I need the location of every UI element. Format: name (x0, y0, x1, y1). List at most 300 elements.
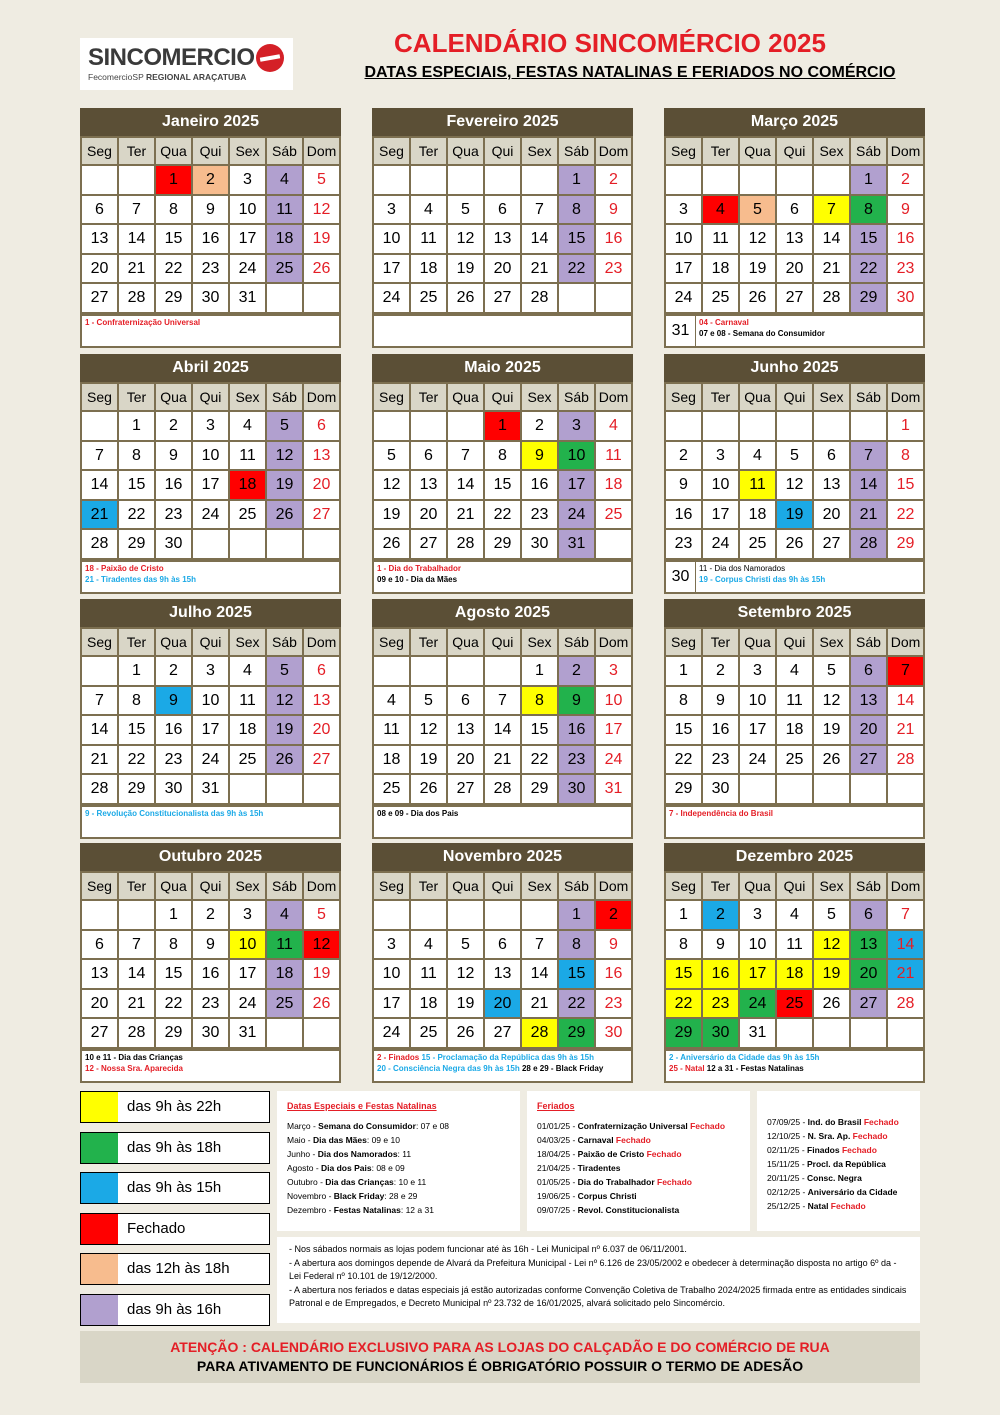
month-calendar (80, 108, 341, 348)
day-cell: 20 (411, 501, 446, 529)
month-calendar (80, 599, 341, 839)
month-days-grid (372, 136, 633, 314)
day-cell: 3 (193, 412, 228, 440)
day-cell (522, 166, 557, 194)
day-cell: 13 (411, 471, 446, 499)
weekday-header: Qua (156, 138, 191, 164)
weekday-header: Qui (485, 384, 520, 410)
day-cell: 16 (703, 716, 738, 744)
weekday-header: Sáb (559, 873, 594, 899)
day-cell: 16 (596, 225, 631, 253)
note-line (85, 1052, 336, 1063)
day-cell: 1 (156, 166, 191, 194)
day-cell: 9 (596, 196, 631, 224)
weekday-header: Ter (119, 629, 154, 655)
holiday-row (767, 1185, 910, 1199)
month-title: Fevereiro 2025 (372, 108, 633, 136)
weekday-header: Sáb (267, 629, 302, 655)
day-cell: 26 (304, 255, 339, 283)
day-cell (230, 775, 265, 803)
day-cell: 9 (666, 471, 701, 499)
day-cell: 9 (888, 196, 923, 224)
note-text: 08 e 09 - Dia dos Pais (377, 809, 459, 818)
day-cell: 16 (156, 716, 191, 744)
day-cell: 16 (703, 960, 738, 988)
day-cell (267, 530, 302, 558)
special-date-days: : 12 a 31 (400, 1205, 434, 1215)
day-cell: 24 (193, 501, 228, 529)
day-cell: 2 (193, 901, 228, 929)
day-cell: 22 (119, 746, 154, 774)
day-cell: 9 (703, 931, 738, 959)
day-cell (448, 901, 483, 929)
day-cell: 8 (851, 196, 886, 224)
day-cell (193, 530, 228, 558)
weekday-header: Qua (740, 138, 775, 164)
day-cell: 29 (522, 775, 557, 803)
day-cell: 22 (888, 501, 923, 529)
holiday-row (537, 1203, 740, 1217)
day-cell: 6 (411, 442, 446, 470)
day-cell: 26 (448, 284, 483, 312)
weekday-header: Qui (777, 384, 812, 410)
day-cell: 19 (411, 746, 446, 774)
day-cell: 17 (596, 716, 631, 744)
weekday-header: Sex (230, 873, 265, 899)
day-cell: 2 (666, 442, 701, 470)
special-date-name: Dia das Mães (312, 1135, 367, 1145)
extra-day-cell: 31 (666, 316, 695, 346)
weekday-header: Qui (193, 384, 228, 410)
holiday-date: 18/04/25 - (537, 1149, 578, 1159)
day-cell: 22 (559, 255, 594, 283)
day-cell: 24 (374, 1019, 409, 1047)
day-cell (411, 412, 446, 440)
weekday-header: Sex (814, 384, 849, 410)
day-cell: 28 (522, 1019, 557, 1047)
day-cell (777, 1019, 812, 1047)
day-cell: 22 (119, 501, 154, 529)
day-cell: 28 (888, 990, 923, 1018)
day-cell: 6 (82, 931, 117, 959)
day-cell: 10 (740, 931, 775, 959)
legend-label: das 12h às 18h (127, 1260, 230, 1277)
day-cell (485, 901, 520, 929)
day-cell (740, 775, 775, 803)
weekday-header: Ter (411, 629, 446, 655)
weekday-header: Dom (304, 138, 339, 164)
month-title: Novembro 2025 (372, 843, 633, 871)
month-days-grid (664, 136, 925, 314)
month-calendar (80, 354, 341, 594)
day-cell: 12 (814, 931, 849, 959)
weekday-header: Seg (82, 873, 117, 899)
day-cell: 10 (193, 687, 228, 715)
day-cell: 25 (740, 530, 775, 558)
special-date-name: Dia das Crianças (325, 1177, 394, 1187)
day-cell: 2 (703, 657, 738, 685)
day-cell: 24 (374, 284, 409, 312)
note-line (699, 317, 920, 328)
holiday-closed: Fechado (850, 1131, 888, 1141)
day-cell: 19 (374, 501, 409, 529)
weekday-header: Qua (448, 873, 483, 899)
logo-name: SINCOMERCIO (88, 44, 255, 71)
month-title: Dezembro 2025 (664, 843, 925, 871)
day-cell: 30 (193, 284, 228, 312)
day-cell (448, 657, 483, 685)
page-title: CALENDÁRIO SINCOMÉRCIO 2025 (394, 28, 826, 58)
special-date-days: : 07 e 08 (415, 1121, 450, 1131)
weekday-header: Ter (119, 384, 154, 410)
day-cell: 28 (82, 775, 117, 803)
special-date-month: Dezembro - (287, 1205, 334, 1215)
day-cell: 27 (851, 990, 886, 1018)
month-days-grid (80, 627, 341, 805)
day-cell: 28 (448, 530, 483, 558)
day-cell: 20 (485, 990, 520, 1018)
day-cell: 11 (596, 442, 631, 470)
day-cell: 22 (559, 990, 594, 1018)
day-cell: 7 (448, 442, 483, 470)
day-cell: 21 (119, 255, 154, 283)
weekday-header: Sáb (267, 873, 302, 899)
day-cell (267, 284, 302, 312)
day-cell: 10 (374, 225, 409, 253)
day-cell: 10 (596, 687, 631, 715)
sincomercio-logo (80, 38, 293, 90)
day-cell: 13 (485, 225, 520, 253)
day-cell: 3 (193, 657, 228, 685)
day-cell: 24 (559, 501, 594, 529)
day-cell: 3 (740, 657, 775, 685)
holiday-name: Aniversário da Cidade (807, 1187, 898, 1197)
day-cell: 5 (374, 442, 409, 470)
special-date-days: : 11 (397, 1149, 412, 1159)
day-cell: 19 (777, 501, 812, 529)
day-cell: 22 (522, 746, 557, 774)
day-cell: 11 (230, 442, 265, 470)
day-cell: 6 (304, 412, 339, 440)
day-cell: 25 (703, 284, 738, 312)
day-cell: 11 (777, 931, 812, 959)
day-cell: 8 (119, 687, 154, 715)
day-cell: 17 (374, 255, 409, 283)
day-cell: 1 (522, 657, 557, 685)
day-cell: 29 (119, 530, 154, 558)
day-cell: 30 (596, 1019, 631, 1047)
weekday-header: Sex (522, 629, 557, 655)
day-cell: 13 (82, 225, 117, 253)
note-text: 1 - Dia do Trabalhador (377, 564, 462, 573)
day-cell: 2 (559, 657, 594, 685)
day-cell (596, 284, 631, 312)
special-date-row (287, 1133, 510, 1147)
day-cell: 7 (82, 442, 117, 470)
day-cell (448, 412, 483, 440)
day-cell: 25 (230, 501, 265, 529)
day-cell: 16 (559, 716, 594, 744)
day-cell: 22 (485, 501, 520, 529)
day-cell: 12 (374, 471, 409, 499)
special-date-row (287, 1203, 510, 1217)
day-cell: 23 (888, 255, 923, 283)
day-cell: 30 (156, 775, 191, 803)
note-line (377, 563, 628, 574)
day-cell: 15 (559, 960, 594, 988)
day-cell: 26 (267, 501, 302, 529)
day-cell: 23 (156, 501, 191, 529)
note-line (85, 317, 336, 328)
day-cell (740, 166, 775, 194)
day-cell: 25 (411, 284, 446, 312)
weekday-header: Qua (448, 384, 483, 410)
month-notes (82, 807, 339, 837)
month-title: Maio 2025 (372, 354, 633, 382)
weekday-header: Sáb (851, 873, 886, 899)
weekday-header: Sáb (851, 138, 886, 164)
day-cell: 8 (156, 931, 191, 959)
day-cell: 21 (888, 960, 923, 988)
legend-item (80, 1213, 270, 1245)
weekday-header: Seg (666, 629, 701, 655)
day-cell: 10 (193, 442, 228, 470)
day-cell: 14 (448, 471, 483, 499)
holiday-closed: Fechado (687, 1121, 726, 1131)
note-text: 10 e 11 - Dia das Crianças (85, 1053, 183, 1062)
day-cell: 4 (230, 657, 265, 685)
month-notes (374, 316, 631, 346)
day-cell: 3 (230, 166, 265, 194)
legend-item (80, 1253, 270, 1285)
day-cell (888, 1019, 923, 1047)
day-cell: 22 (156, 990, 191, 1018)
day-cell: 15 (119, 716, 154, 744)
day-cell: 12 (267, 687, 302, 715)
day-cell (267, 1019, 302, 1047)
special-date-name: Dia dos Pais (321, 1163, 372, 1173)
day-cell: 20 (82, 255, 117, 283)
day-cell: 12 (814, 687, 849, 715)
day-cell: 18 (703, 255, 738, 283)
weekday-header: Sex (230, 138, 265, 164)
day-cell: 4 (596, 412, 631, 440)
day-cell: 30 (703, 775, 738, 803)
day-cell (119, 166, 154, 194)
weekday-header: Sex (522, 873, 557, 899)
special-date-name: Semana do Consumidor (318, 1121, 416, 1131)
day-cell: 7 (485, 687, 520, 715)
special-date-row (287, 1119, 510, 1133)
day-cell: 5 (448, 931, 483, 959)
attention-footer (80, 1331, 920, 1383)
special-dates-list (287, 1119, 510, 1217)
month-calendar (664, 354, 925, 594)
day-cell: 15 (666, 960, 701, 988)
day-cell: 4 (703, 196, 738, 224)
note-text: 11 - Dia dos Namorados (699, 564, 786, 573)
month-notes (374, 807, 631, 837)
holiday-row (767, 1115, 910, 1129)
month-notes (82, 316, 339, 346)
page-subtitle: DATAS ESPECIAIS, FESTAS NATALINAS E FERIADOS NO COMÉRCIO (364, 64, 896, 81)
holidays-box-1 (527, 1091, 750, 1231)
day-cell: 14 (522, 960, 557, 988)
day-cell: 8 (485, 442, 520, 470)
holiday-row (537, 1147, 740, 1161)
month-days-grid (664, 871, 925, 1049)
holiday-name: N. Sra. Ap. (807, 1131, 851, 1141)
day-cell: 3 (374, 196, 409, 224)
day-cell: 1 (888, 412, 923, 440)
day-cell: 13 (82, 960, 117, 988)
special-dates-title: Datas Especiais e Festas Natalinas (287, 1101, 437, 1111)
day-cell: 19 (814, 716, 849, 744)
day-cell: 8 (559, 931, 594, 959)
day-cell: 8 (666, 687, 701, 715)
day-cell: 8 (559, 196, 594, 224)
day-cell: 11 (267, 196, 302, 224)
day-cell: 27 (304, 746, 339, 774)
day-cell: 24 (230, 990, 265, 1018)
day-cell: 17 (740, 960, 775, 988)
day-cell: 1 (119, 412, 154, 440)
month-notes (696, 316, 923, 346)
month-days-grid (80, 382, 341, 560)
weekday-header: Sáb (851, 384, 886, 410)
special-date-month: Março - (287, 1121, 319, 1131)
weekday-header: Qua (448, 629, 483, 655)
note-text: 20 - Consciência Negra das 9h às 15h (377, 1064, 522, 1073)
day-cell: 18 (777, 960, 812, 988)
day-cell (304, 530, 339, 558)
weekday-header: Qui (777, 138, 812, 164)
day-cell: 6 (851, 901, 886, 929)
month-title: Janeiro 2025 (80, 108, 341, 136)
day-cell: 23 (703, 990, 738, 1018)
day-cell: 27 (851, 746, 886, 774)
special-date-row (287, 1175, 510, 1189)
day-cell: 6 (82, 196, 117, 224)
day-cell: 4 (230, 412, 265, 440)
day-cell: 4 (374, 687, 409, 715)
day-cell: 29 (119, 775, 154, 803)
month-days-grid (372, 382, 633, 560)
holiday-row (537, 1161, 740, 1175)
weekday-header: Qui (485, 138, 520, 164)
day-cell: 11 (267, 931, 302, 959)
day-cell: 2 (193, 166, 228, 194)
weekday-header: Seg (666, 138, 701, 164)
day-cell (777, 775, 812, 803)
weekday-header: Dom (888, 629, 923, 655)
day-cell: 19 (814, 960, 849, 988)
day-cell: 12 (448, 960, 483, 988)
day-cell: 29 (156, 284, 191, 312)
month-title: Março 2025 (664, 108, 925, 136)
note-line (669, 1052, 920, 1063)
day-cell (814, 775, 849, 803)
day-cell: 7 (888, 901, 923, 929)
day-cell: 15 (156, 960, 191, 988)
weekday-header: Seg (82, 384, 117, 410)
day-cell (703, 412, 738, 440)
day-cell: 29 (666, 1019, 701, 1047)
holiday-date: 20/11/25 - (767, 1173, 808, 1183)
day-cell: 21 (82, 501, 117, 529)
day-cell (411, 166, 446, 194)
day-cell: 25 (411, 1019, 446, 1047)
day-cell: 26 (814, 990, 849, 1018)
legend-item (80, 1294, 270, 1326)
weekday-header: Qua (740, 873, 775, 899)
day-cell: 20 (485, 255, 520, 283)
legal-note: - Nos sábados normais as lojas podem funcionar até às 16h - Lei Municipal nº 6.037 de 06/11/2001. (289, 1244, 687, 1254)
day-cell: 5 (740, 196, 775, 224)
holiday-date: 09/07/25 - (537, 1205, 578, 1215)
day-cell: 27 (304, 501, 339, 529)
day-cell: 3 (703, 442, 738, 470)
month-notes (696, 562, 923, 592)
holiday-date: 02/11/25 - (767, 1145, 808, 1155)
weekday-header: Ter (703, 138, 738, 164)
day-cell (522, 901, 557, 929)
month-notes (374, 562, 631, 592)
weekday-header: Qua (740, 384, 775, 410)
month-days-grid (80, 136, 341, 314)
weekday-header: Dom (888, 384, 923, 410)
holiday-name: Finados (807, 1145, 840, 1155)
day-cell: 20 (851, 716, 886, 744)
day-cell: 18 (267, 225, 302, 253)
weekday-header: Sex (522, 384, 557, 410)
day-cell: 1 (666, 657, 701, 685)
special-date-days: : 09 e 10 (366, 1135, 400, 1145)
day-cell: 9 (596, 931, 631, 959)
day-cell (374, 657, 409, 685)
weekday-header: Qui (193, 629, 228, 655)
day-cell: 13 (304, 442, 339, 470)
day-cell: 28 (851, 530, 886, 558)
weekday-header: Ter (411, 138, 446, 164)
day-cell: 3 (740, 901, 775, 929)
day-cell (740, 412, 775, 440)
legend-label: Fechado (127, 1219, 186, 1237)
day-cell: 5 (304, 166, 339, 194)
day-cell: 14 (82, 716, 117, 744)
day-cell: 23 (156, 746, 191, 774)
holiday-row (767, 1199, 910, 1213)
special-date-days: : 08 e 09 (371, 1163, 405, 1173)
note-text: 09 e 10 - Dia da Mães (377, 575, 458, 584)
weekday-header: Qui (193, 138, 228, 164)
day-cell: 29 (851, 284, 886, 312)
day-cell: 22 (156, 255, 191, 283)
day-cell: 11 (230, 687, 265, 715)
holiday-closed: Fechado (644, 1149, 682, 1159)
day-cell: 9 (156, 687, 191, 715)
day-cell: 11 (777, 687, 812, 715)
note-line (699, 574, 920, 585)
day-cell: 15 (119, 471, 154, 499)
day-cell: 21 (851, 501, 886, 529)
day-cell: 27 (777, 284, 812, 312)
month-notes (82, 562, 339, 592)
day-cell: 9 (193, 196, 228, 224)
day-cell: 12 (777, 471, 812, 499)
note-text: 25 - Natal (669, 1064, 707, 1073)
special-date-days: : 28 e 29 (384, 1191, 418, 1201)
